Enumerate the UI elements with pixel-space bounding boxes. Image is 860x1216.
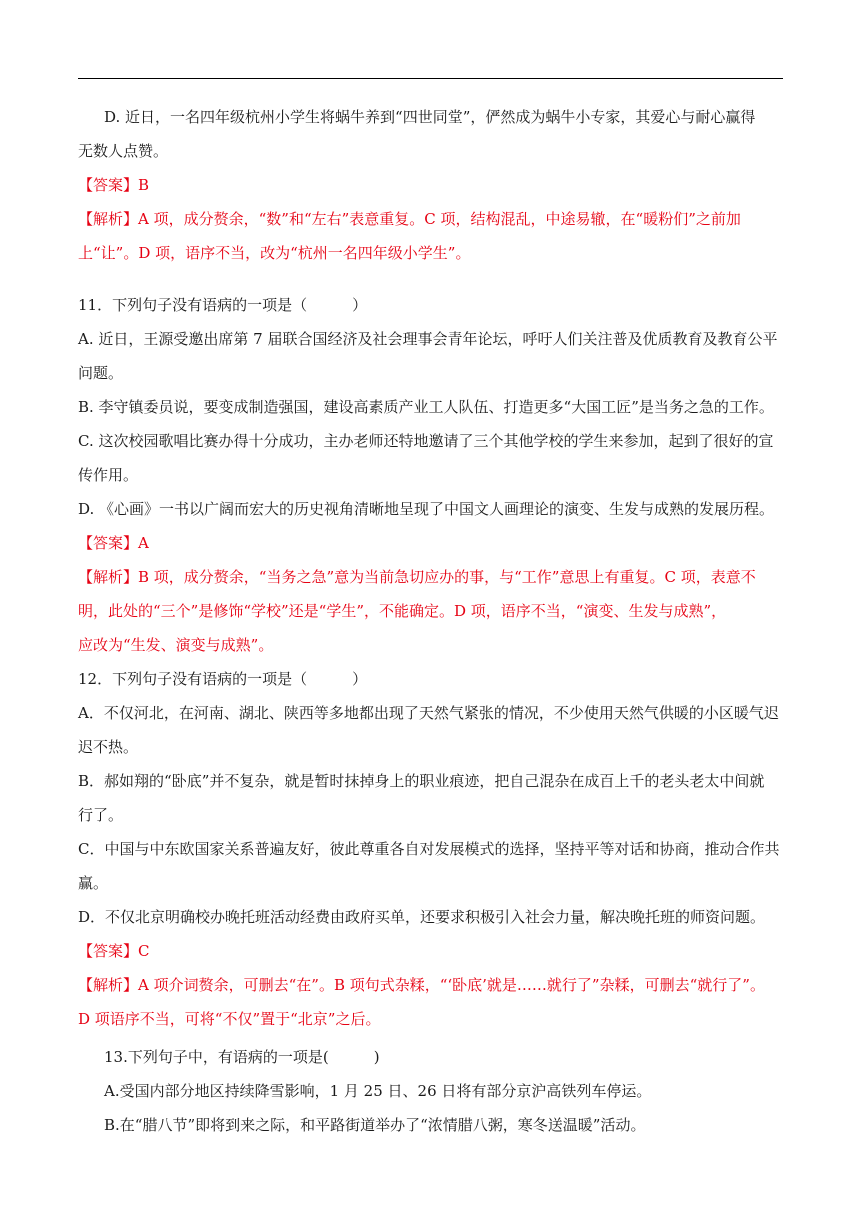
q10-option-d-line1: D. 近日，一名四年级杭州小学生将蜗牛养到“四世同堂”，俨然成为蜗牛小专家，其爱心与耐心赢得 [104, 108, 756, 126]
spacer [78, 270, 783, 288]
q13-option-b-line1: B.在“腊八节”即将到来之际，和平路街道举办了“浓情腊八粥，寒冬送温暖”活动。 [104, 1116, 646, 1134]
q12-option-c-line2: 赢。 [78, 874, 109, 892]
q12-analysis-line1: 【解析】A 项介词赘余，可删去“在”。B 项句式杂糅，“‘卧底’就是……就行了”杂糅，可删去“就行了”。 [78, 976, 765, 994]
q12-option-d-line1: D．不仅北京明确校办晚托班活动经费由政府买单，还要求积极引入社会力量，解决晚托班的师资问题。 [78, 908, 766, 926]
q11-option-b-line1: B. 李守镇委员说，要变成制造强国，建设高素质产业工人队伍、打造更多“大国工匠”是当务之急的工作。 [78, 398, 774, 416]
q11-answer: 【答案】A [78, 534, 149, 552]
q12-option-a-line2: 迟不热。 [78, 738, 139, 756]
q11-option-a-line1: A. 近日，王源受邀出席第 7 届联合国经济及社会理事会青年论坛，呼吁人们关注普及优质教育及教育公平 [78, 330, 778, 348]
header-rule [78, 78, 783, 79]
q11-option-c-line2: 传作用。 [78, 466, 139, 484]
q11-analysis-line2: 明，此处的“三个”是修饰“学校”还是“学生”，不能确定。D 项，语序不当，“演变、生发与成熟”， [78, 602, 727, 620]
q13-stem: 13.下列句子中，有语病的一项是( ) [104, 1048, 380, 1066]
q12-analysis-line2: D 项语序不当，可将“不仅”置于“北京”之后。 [78, 1010, 381, 1028]
q12-answer: 【答案】C [78, 942, 150, 960]
document-body [78, 100, 783, 1142]
q11-analysis-line1: 【解析】B 项，成分赘余，“当务之急”意为当前急切应办的事，与“工作”意思上有重复。C 项，表意不 [78, 568, 756, 586]
q11-stem: 11．下列句子没有语病的一项是（ ） [78, 296, 368, 314]
q12-option-c-line1: C．中国与中东欧国家关系普遍友好，彼此尊重各自对发展模式的选择，坚持平等对话和协商，推动合作共 [78, 840, 780, 858]
q10-analysis-line1: 【解析】A 项，成分赘余，“数”和“左右”表意重复。C 项，结构混乱，中途易辙，在“暖粉们”之前加 [78, 210, 741, 228]
q11-analysis-line3: 应改为“生发、演变与成熟”。 [78, 636, 274, 654]
q10-option-d-line2: 无数人点赞。 [78, 142, 169, 160]
q12-option-b-line2: 行了。 [78, 806, 124, 824]
q12-stem: 12．下列句子没有语病的一项是（ ） [78, 670, 368, 688]
q11-option-c-line1: C. 这次校园歌唱比赛办得十分成功，主办老师还特地邀请了三个其他学校的学生来参加，起到了很好的宣 [78, 432, 774, 450]
q11-option-a-line2: 问题。 [78, 364, 124, 382]
q11-option-d-line1: D. 《心画》一书以广阔而宏大的历史视角清晰地呈现了中国文人画理论的演变、生发与成熟的发展历程。 [78, 500, 775, 518]
q10-analysis-line2: 上“让”。D 项，语序不当，改为“杭州一名四年级小学生”。 [78, 244, 471, 262]
q13-option-a-line1: A.受国内部分地区持续降雪影响，1 月 25 日、26 日将有部分京沪高铁列车停运。 [104, 1082, 652, 1100]
q12-option-a-line1: A．不仅河北，在河南、湖北、陕西等多地都出现了天然气紧张的情况，不少使用天然气供暖的小区暖气迟 [78, 704, 779, 722]
q10-answer: 【答案】B [78, 176, 150, 194]
q12-option-b-line1: B．郝如翔的“卧底”并不复杂，就是暂时抹掉身上的职业痕迹，把自己混杂在成百上千的老头老太中间就 [78, 772, 765, 790]
